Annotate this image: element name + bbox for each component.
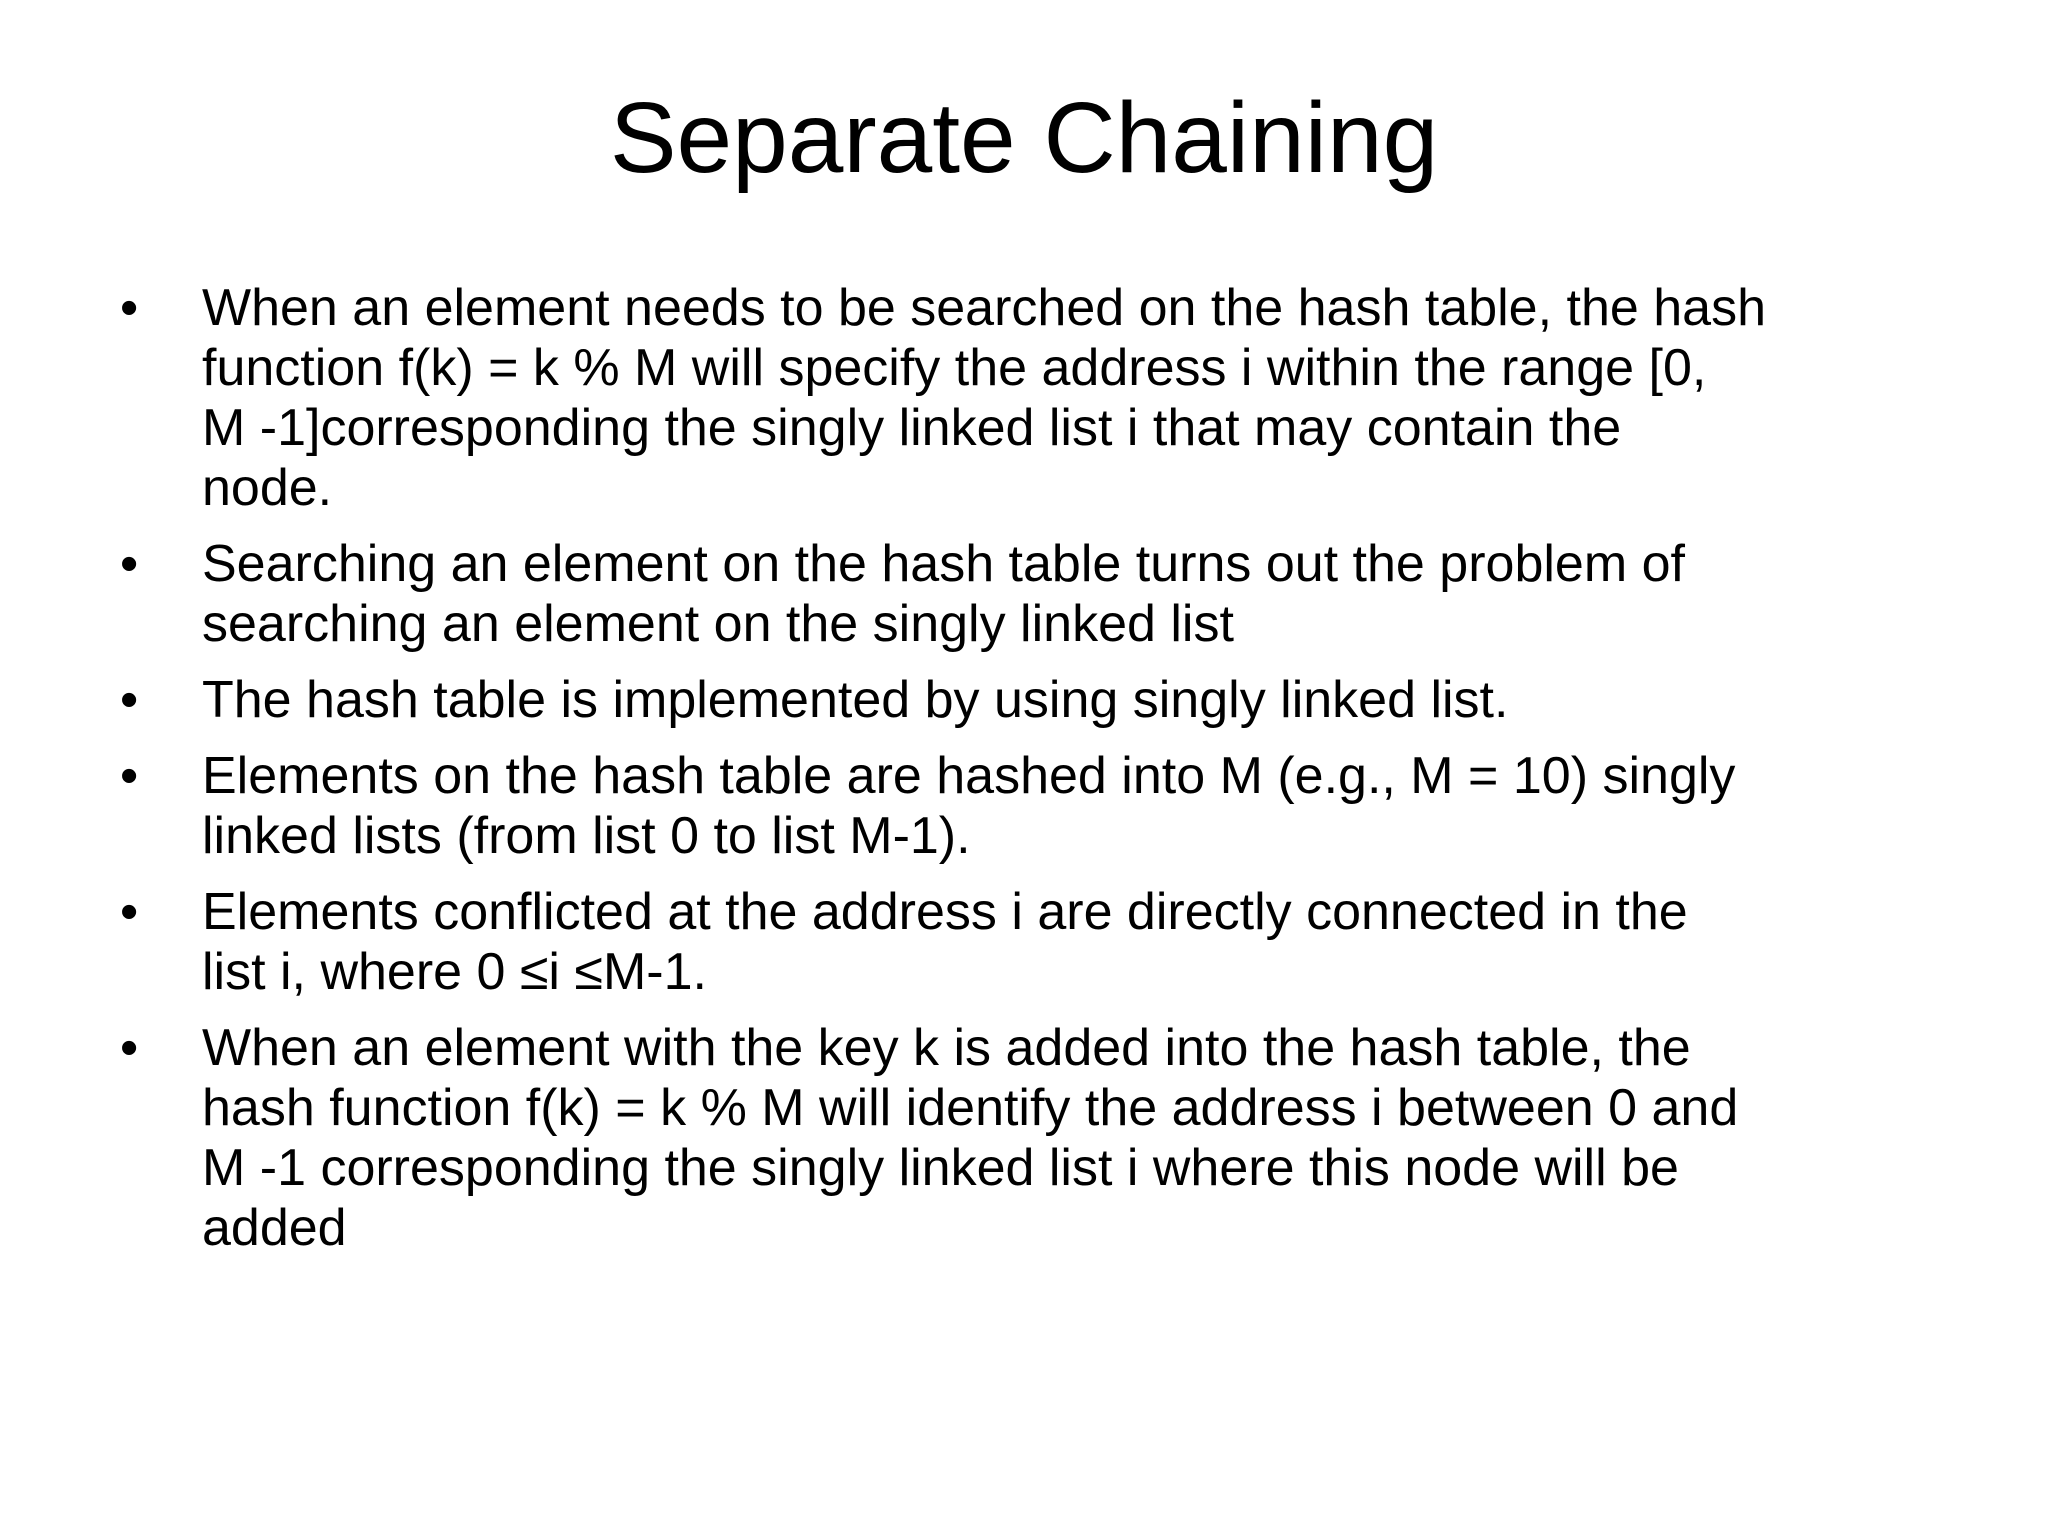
bullet-icon: • (120, 671, 139, 729)
slide-title: Separate Chaining (609, 82, 1439, 194)
bullet-icon: • (120, 747, 139, 805)
bullet-line: added (202, 1199, 347, 1257)
bullet-item (120, 278, 1960, 518)
bullet-line: Elements conflicted at the address i are directly connected in the (202, 883, 1688, 941)
bullet-item (120, 746, 1960, 866)
bullet-item (120, 1018, 1960, 1258)
bullet-item (120, 670, 1960, 730)
bullet-line: M -1 corresponding the singly linked list i where this node will be (202, 1139, 1679, 1197)
bullet-line: linked lists (from list 0 to list M-1). (202, 807, 971, 865)
bullet-text (202, 1018, 1960, 1258)
bullet-icon: • (120, 1019, 139, 1077)
bullet-icon: • (120, 535, 139, 593)
bullet-line: The hash table is implemented by using singly linked list. (202, 671, 1509, 729)
bullet-line: node. (202, 459, 333, 517)
bullet-item (120, 534, 1960, 654)
bullet-line: Searching an element on the hash table turns out the problem of (202, 535, 1685, 593)
bullet-text (202, 278, 1960, 518)
bullet-line: searching an element on the singly linked list (202, 595, 1234, 653)
bullet-text (202, 882, 1960, 1002)
bullet-line: function f(k) = k % M will specify the address i within the range [0, (202, 339, 1707, 397)
bullet-list (120, 278, 1960, 1274)
bullet-line: When an element with the key k is added into the hash table, the (202, 1019, 1691, 1077)
bullet-text (202, 746, 1960, 866)
bullet-text (202, 670, 1960, 730)
bullet-line: list i, where 0 ≤i ≤M-1. (202, 943, 707, 1001)
bullet-item (120, 882, 1960, 1002)
bullet-text (202, 534, 1960, 654)
bullet-icon: • (120, 883, 139, 941)
bullet-line: hash function f(k) = k % M will identify the address i between 0 and (202, 1079, 1739, 1137)
bullet-icon: • (120, 279, 139, 337)
bullet-line: M -1]corresponding the singly linked list i that may contain the (202, 399, 1622, 457)
bullet-line: Elements on the hash table are hashed into M (e.g., M = 10) singly (202, 747, 1736, 805)
bullet-line: When an element needs to be searched on the hash table, the hash (202, 279, 1766, 337)
